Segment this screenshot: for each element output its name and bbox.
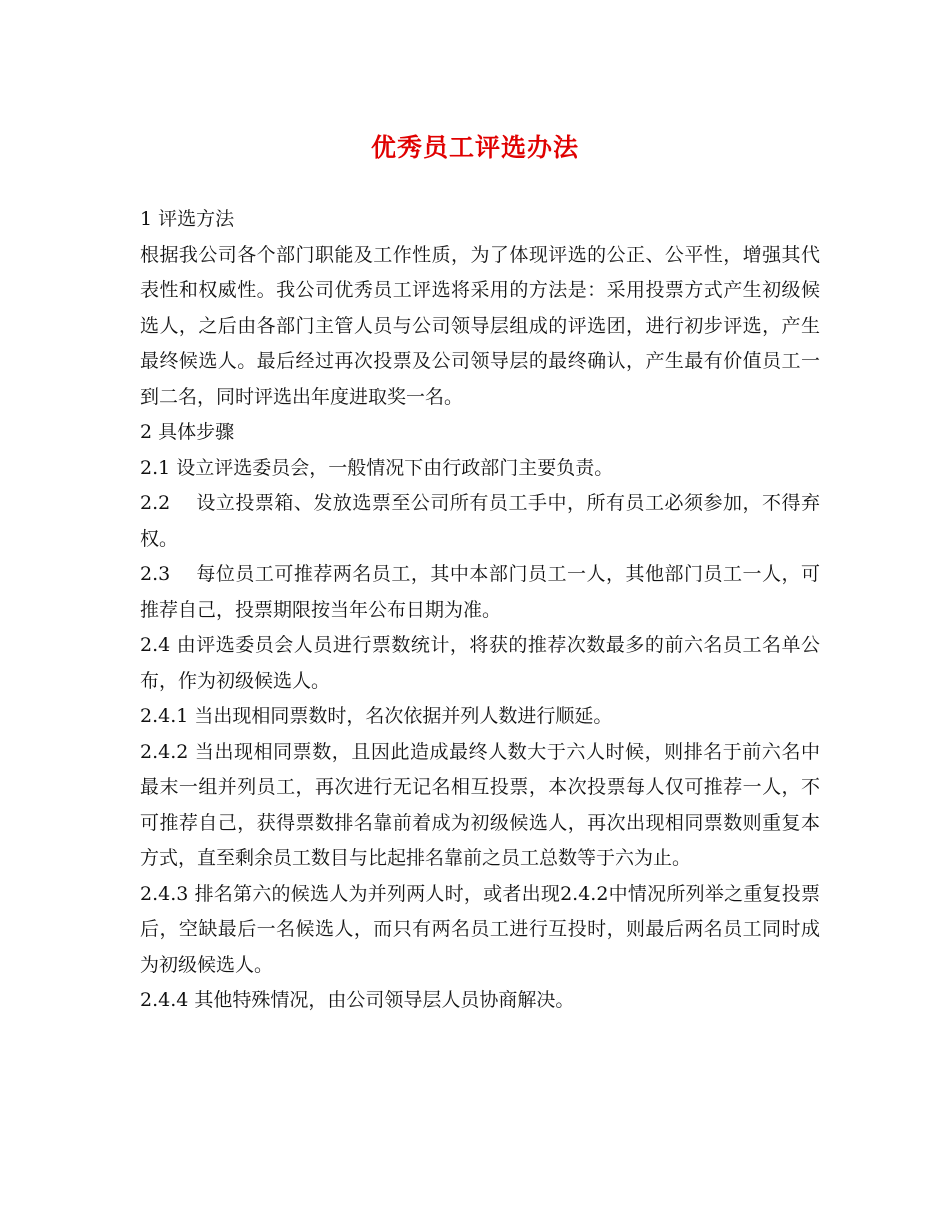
paragraph-2-2: 2.2 设立投票箱、发放选票至公司所有员工手中，所有员工必须参加，不得弃权。 bbox=[140, 492, 820, 550]
paragraph-2-4-4: 2.4.4 其他特殊情况，由公司领导层人员协商解决。 bbox=[140, 989, 575, 1011]
paragraph-2-4-3: 2.4.3 排名第六的候选人为并列两人时，或者出现2.4.2中情况所列举之重复投票后，空缺最后一名候选人，而只有两名员工进行互投时，则最后两名员工同时成为初级候选人。 bbox=[140, 882, 820, 976]
paragraph-2-4-2: 2.4.2 当出现相同票数，且因此造成最终人数大于六人时候，则排名于前六名中最末一组并列员工，再次进行无记名相互投票，本次投票每人仅可推荐一人，不可推荐自己，获得票数排名靠前着成为初级候选人，再次出现相同票数则重复本方式，直至剩余员工数目与比起排名靠前之员工总数等于六为止。 bbox=[140, 740, 820, 869]
section-heading-1: 1 评选方法 bbox=[140, 208, 235, 230]
paragraph-2-1: 2.1 设立评选委员会，一般情况下由行政部门主要负责。 bbox=[140, 456, 614, 479]
paragraph-method-description: 根据我公司各个部门职能及工作性质，为了体现评选的公正、公平性，增强其代表性和权威性。我公司优秀员工评选将采用的方法是：采用投票方式产生初级候选人，之后由各部门主管人员与公司领导层组成的评选团，进行初步评选，产生最终候选人。最后经过再次投票及公司领导层的最终确认，产生最有价值员工一到二名，同时评选出年度进取奖一名。 bbox=[140, 243, 820, 408]
paragraph-2-4-1: 2.4.1 当出现相同票数时，名次依据并列人数进行顺延。 bbox=[140, 705, 613, 727]
document-body bbox=[140, 202, 820, 1019]
paragraph-2-4: 2.4 由评选委员会人员进行票数统计，将获的推荐次数最多的前六名员工名单公布，作为初级候选人。 bbox=[140, 634, 820, 692]
paragraph-2-3: 2.3 每位员工可推荐两名员工，其中本部门员工一人，其他部门员工一人，可推荐自己，投票期限按当年公布日期为准。 bbox=[140, 563, 820, 621]
section-heading-2: 2 具体步骤 bbox=[140, 421, 235, 443]
document-title: 优秀员工评选办法 bbox=[370, 133, 579, 162]
